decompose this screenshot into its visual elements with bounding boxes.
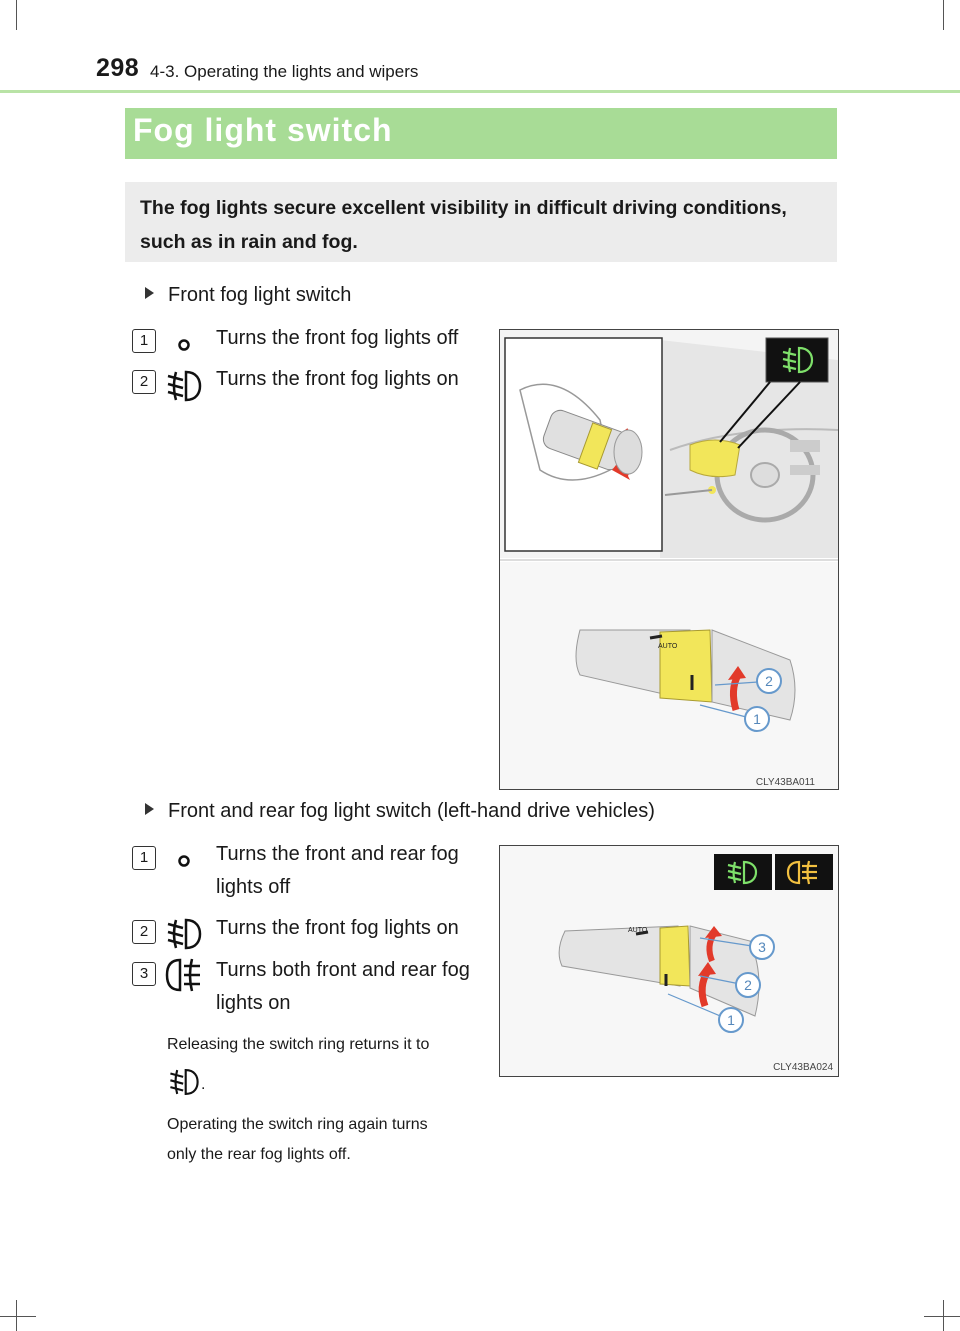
front-heading — [145, 284, 351, 307]
callout-number: 2 — [735, 972, 761, 998]
front-heading-text: Front fog light switch — [168, 284, 352, 306]
crop-mark — [0, 1316, 36, 1317]
front-fog-icon — [164, 368, 204, 409]
stalk-label: AUTO — [628, 927, 648, 934]
front-fog-figure — [499, 329, 839, 790]
item-number: 1 — [132, 846, 156, 870]
crop-mark — [16, 0, 17, 30]
item-number: 2 — [132, 370, 156, 394]
item-number: 3 — [132, 962, 156, 986]
triangle-bullet-icon — [145, 803, 154, 815]
note-text: . — [201, 1076, 206, 1093]
front-rear-heading — [145, 800, 655, 823]
figure-code: CLY43BA024 — [773, 1062, 833, 1073]
callout-number: 1 — [718, 1007, 744, 1033]
item-number: 2 — [132, 920, 156, 944]
note-line: Operating the switch ring again turns — [167, 1116, 428, 1133]
page-title: Fog light switch — [133, 112, 393, 148]
callout-number: 2 — [756, 668, 782, 694]
callout-number: 3 — [749, 934, 775, 960]
front-rear-heading-text: Front and rear fog light switch (left-hand drive vehicles) — [168, 800, 655, 822]
item-text — [216, 838, 459, 904]
front-fog-icon — [164, 916, 204, 957]
callout-number: 1 — [744, 706, 770, 732]
note-line: only the rear fog lights off. — [167, 1146, 351, 1163]
item-line: lights off — [216, 876, 291, 898]
triangle-bullet-icon — [145, 287, 154, 299]
rear-fog-icon — [164, 956, 204, 999]
item-number: 1 — [132, 329, 156, 353]
section-title: 4-3. Operating the lights and wipers — [150, 62, 419, 81]
figure-code: CLY43BA011 — [755, 777, 815, 788]
crop-mark — [924, 1316, 960, 1317]
note-text: Releasing the switch ring returns it to — [167, 1036, 430, 1053]
item-line: lights on — [216, 992, 291, 1014]
stalk-label: AUTO — [658, 643, 678, 650]
item-line: Turns both front and rear fog — [216, 959, 470, 981]
note-text — [167, 1110, 428, 1170]
item-line: Turns the front and rear fog — [216, 843, 459, 865]
item-text: Turns the front fog lights on — [216, 368, 459, 390]
fog-off-icon — [164, 842, 204, 878]
page-number: 298 — [96, 54, 140, 82]
item-text: Turns the front fog lights on — [216, 917, 459, 939]
intro-text: The fog lights secure excellent visibility in difficult driving conditions, such as in rain and fog. — [140, 197, 787, 253]
crop-mark — [943, 0, 944, 30]
item-text: Turns the front fog lights off — [216, 327, 459, 349]
item-text — [216, 954, 470, 1020]
front-fog-icon — [167, 1066, 201, 1103]
front-rear-fog-figure — [499, 845, 839, 1077]
fog-off-icon — [164, 326, 204, 362]
header-rule — [0, 90, 960, 93]
